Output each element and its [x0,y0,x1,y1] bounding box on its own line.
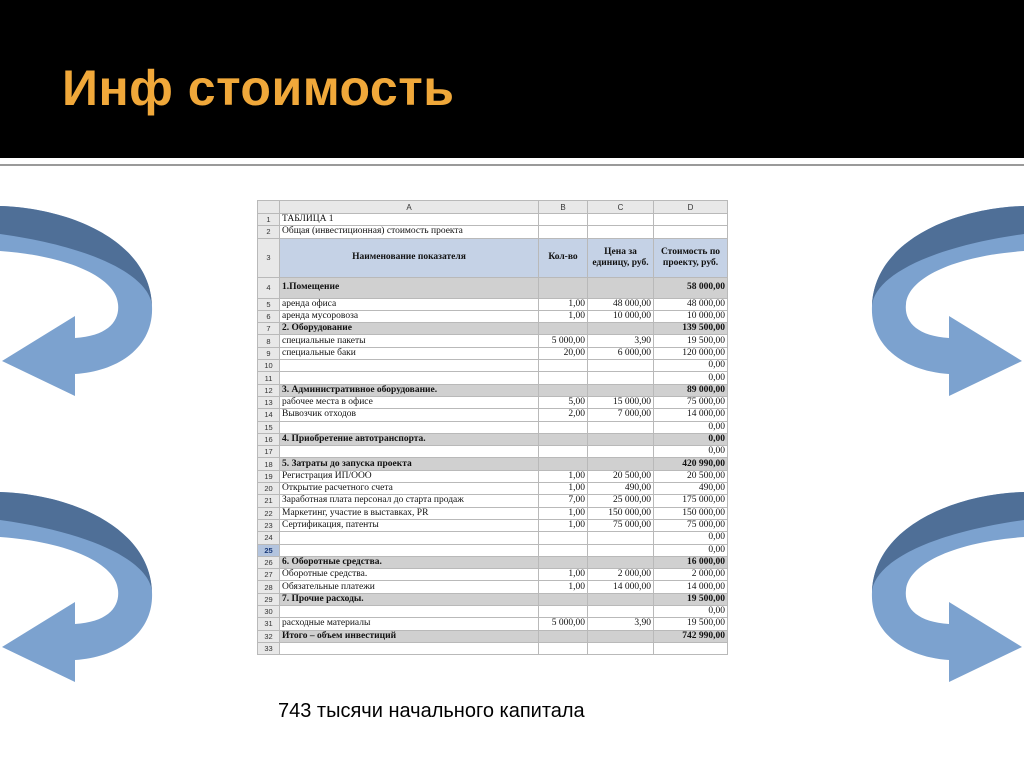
cell-name: Регистрация ИП/ООО [280,470,539,482]
cell-name: аренда офиса [280,298,539,310]
cell-cost: 19 500,00 [654,335,728,347]
table-row [258,277,728,298]
cell-name: Итого – объем инвестиций [280,630,539,642]
cell-name: Общая (инвестиционная) стоимость проекта [280,226,539,238]
cost-table [257,200,728,655]
table-row [258,532,728,544]
cell-price [588,544,654,556]
cell-name: Наименование показателя [280,238,539,277]
table-row [258,360,728,372]
cell-cost [654,642,728,654]
row-number: 14 [258,409,280,421]
cell-qty [539,458,588,470]
row-number: 8 [258,335,280,347]
cell-price: 490,00 [588,483,654,495]
cell-name: Открытие расчетного счета [280,483,539,495]
cell-name [280,642,539,654]
table-row [258,298,728,310]
cell-name: 2. Оборудование [280,323,539,335]
cell-qty: 1,00 [539,519,588,531]
row-number: 5 [258,298,280,310]
table-row [258,483,728,495]
cell-price [588,384,654,396]
cell-price: 25 000,00 [588,495,654,507]
table-row [258,544,728,556]
cell-price [588,642,654,654]
cell-qty [539,360,588,372]
row-number: 18 [258,458,280,470]
table-row [258,458,728,470]
cell-cost: 120 000,00 [654,347,728,359]
row-number: 32 [258,630,280,642]
cell-name: 7. Прочие расходы. [280,593,539,605]
cell-price: 20 500,00 [588,470,654,482]
cell-qty [539,384,588,396]
row-number: 10 [258,360,280,372]
cell-name: 3. Административное оборудование. [280,384,539,396]
cell-price [588,277,654,298]
cell-price: 75 000,00 [588,519,654,531]
cell-price [588,421,654,433]
table-row [258,642,728,654]
cell-price: 3,90 [588,618,654,630]
table-row [258,421,728,433]
table-row [258,606,728,618]
row-number: 19 [258,470,280,482]
row-number: 16 [258,433,280,445]
table-row [258,630,728,642]
cell-price: 3,90 [588,335,654,347]
cell-cost: 0,00 [654,606,728,618]
cell-qty [539,642,588,654]
cell-price [588,214,654,226]
cell-name: 4. Приобретение автотранспорта. [280,433,539,445]
cell-qty: 5 000,00 [539,335,588,347]
cell-price [588,323,654,335]
cell-qty: 7,00 [539,495,588,507]
cell-cost: 0,00 [654,544,728,556]
row-number: 7 [258,323,280,335]
table-row [258,556,728,568]
cell-price [588,606,654,618]
spreadsheet-image [257,200,727,662]
cell-qty: 1,00 [539,470,588,482]
cell-cost: 48 000,00 [654,298,728,310]
cell-cost: Стоимость по проекту, руб. [654,238,728,277]
capital-caption: 743 тысячи начального капитала [278,700,585,722]
cell-price: Цена за единицу, руб. [588,238,654,277]
cell-price: 2 000,00 [588,569,654,581]
table-row [258,470,728,482]
cell-cost [654,214,728,226]
cell-name [280,446,539,458]
cell-cost: 0,00 [654,372,728,384]
row-number: 15 [258,421,280,433]
cell-qty [539,226,588,238]
cell-price [588,458,654,470]
cell-name [280,606,539,618]
row-number: 13 [258,396,280,408]
cell-price [588,360,654,372]
cell-cost: 0,00 [654,446,728,458]
row-number: 23 [258,519,280,531]
cell-qty: 5 000,00 [539,618,588,630]
row-number: 4 [258,277,280,298]
table-row [258,372,728,384]
table-row [258,396,728,408]
corner-cell [258,201,280,214]
row-number: 29 [258,593,280,605]
table-row [258,310,728,322]
cell-name: специальные пакеты [280,335,539,347]
cell-name [280,360,539,372]
cell-price [588,532,654,544]
column-header-b: B [539,201,588,214]
cell-cost: 2 000,00 [654,569,728,581]
cell-cost [654,226,728,238]
row-number: 22 [258,507,280,519]
row-number: 31 [258,618,280,630]
cell-cost: 742 990,00 [654,630,728,642]
cell-name: Маркетинг, участие в выставках, PR [280,507,539,519]
column-header-row [258,201,728,214]
table-row [258,507,728,519]
row-number: 9 [258,347,280,359]
table-row [258,384,728,396]
cell-price: 150 000,00 [588,507,654,519]
cell-price [588,630,654,642]
cell-name: специальные баки [280,347,539,359]
table-row [258,226,728,238]
cell-qty [539,593,588,605]
cell-cost: 150 000,00 [654,507,728,519]
cell-cost: 10 000,00 [654,310,728,322]
table-row [258,618,728,630]
cell-cost: 58 000,00 [654,277,728,298]
cell-name: 5. Затраты до запуска проекта [280,458,539,470]
row-number: 26 [258,556,280,568]
row-number: 6 [258,310,280,322]
cell-price: 48 000,00 [588,298,654,310]
curved-arrow-left-icon [0,196,160,411]
cell-cost: 19 500,00 [654,593,728,605]
cell-price: 7 000,00 [588,409,654,421]
cell-qty: 20,00 [539,347,588,359]
cell-name: Обязательные платежи [280,581,539,593]
divider-line [0,164,1024,166]
table-row [258,569,728,581]
cell-cost: 16 000,00 [654,556,728,568]
cell-cost: 175 000,00 [654,495,728,507]
table-row [258,581,728,593]
cell-cost: 14 000,00 [654,581,728,593]
row-number: 2 [258,226,280,238]
cell-name [280,532,539,544]
cell-qty [539,532,588,544]
row-number: 33 [258,642,280,654]
cell-name: ТАБЛИЦА 1 [280,214,539,226]
row-number: 3 [258,238,280,277]
cell-cost: 14 000,00 [654,409,728,421]
cell-price: 6 000,00 [588,347,654,359]
cell-qty [539,323,588,335]
cell-qty: 1,00 [539,310,588,322]
curved-arrow-left-icon [0,482,160,697]
cell-cost: 75 000,00 [654,519,728,531]
cell-name: Оборотные средства. [280,569,539,581]
cell-qty [539,421,588,433]
cell-name [280,421,539,433]
cell-name [280,544,539,556]
cell-qty [539,372,588,384]
row-number: 20 [258,483,280,495]
cell-qty: 1,00 [539,507,588,519]
row-number: 24 [258,532,280,544]
column-header-a: A [280,201,539,214]
cell-cost: 420 990,00 [654,458,728,470]
cell-qty: 1,00 [539,581,588,593]
row-number: 28 [258,581,280,593]
cell-cost: 89 000,00 [654,384,728,396]
cell-qty: 2,00 [539,409,588,421]
cell-cost: 139 500,00 [654,323,728,335]
cell-cost: 0,00 [654,433,728,445]
row-number: 1 [258,214,280,226]
cell-name: аренда мусоровоза [280,310,539,322]
table-row [258,214,728,226]
row-number: 11 [258,372,280,384]
cell-qty [539,544,588,556]
cell-qty [539,277,588,298]
row-number: 21 [258,495,280,507]
table-row [258,323,728,335]
cell-name: Заработная плата персонал до старта продаж [280,495,539,507]
table-row [258,593,728,605]
cell-name: 1.Помещение [280,277,539,298]
cell-qty: Кол-во [539,238,588,277]
cell-price [588,226,654,238]
row-number: 17 [258,446,280,458]
table-row [258,446,728,458]
row-number: 12 [258,384,280,396]
table-row [258,495,728,507]
cell-qty [539,630,588,642]
cell-cost: 20 500,00 [654,470,728,482]
slide-title: Инф стоимость [62,60,455,116]
cell-qty [539,446,588,458]
cell-price [588,372,654,384]
curved-arrow-right-icon [864,482,1024,697]
table-row [258,347,728,359]
cell-price [588,593,654,605]
cell-name: Сертификация, патенты [280,519,539,531]
cell-qty: 1,00 [539,298,588,310]
cell-price [588,446,654,458]
cell-name: 6. Оборотные средства. [280,556,539,568]
table-row [258,519,728,531]
cell-qty [539,606,588,618]
row-number: 27 [258,569,280,581]
column-header-d: D [654,201,728,214]
cell-price: 14 000,00 [588,581,654,593]
cell-qty [539,556,588,568]
cell-name: расходные материалы [280,618,539,630]
cell-price [588,433,654,445]
cell-qty [539,214,588,226]
table-row [258,409,728,421]
cell-name: Вывозчик отходов [280,409,539,421]
cell-price: 10 000,00 [588,310,654,322]
cell-name: рабочее места в офисе [280,396,539,408]
row-number: 25 [258,544,280,556]
cell-price: 15 000,00 [588,396,654,408]
cell-qty [539,433,588,445]
cell-cost: 0,00 [654,532,728,544]
cell-qty: 1,00 [539,483,588,495]
cell-price [588,556,654,568]
column-header-c: C [588,201,654,214]
table-row [258,238,728,277]
cell-cost: 0,00 [654,421,728,433]
cell-qty: 5,00 [539,396,588,408]
table-row [258,335,728,347]
table-row [258,433,728,445]
cell-cost: 75 000,00 [654,396,728,408]
cell-cost: 0,00 [654,360,728,372]
cell-cost: 490,00 [654,483,728,495]
curved-arrow-right-icon [864,196,1024,411]
cell-name [280,372,539,384]
cell-cost: 19 500,00 [654,618,728,630]
row-number: 30 [258,606,280,618]
cell-qty: 1,00 [539,569,588,581]
